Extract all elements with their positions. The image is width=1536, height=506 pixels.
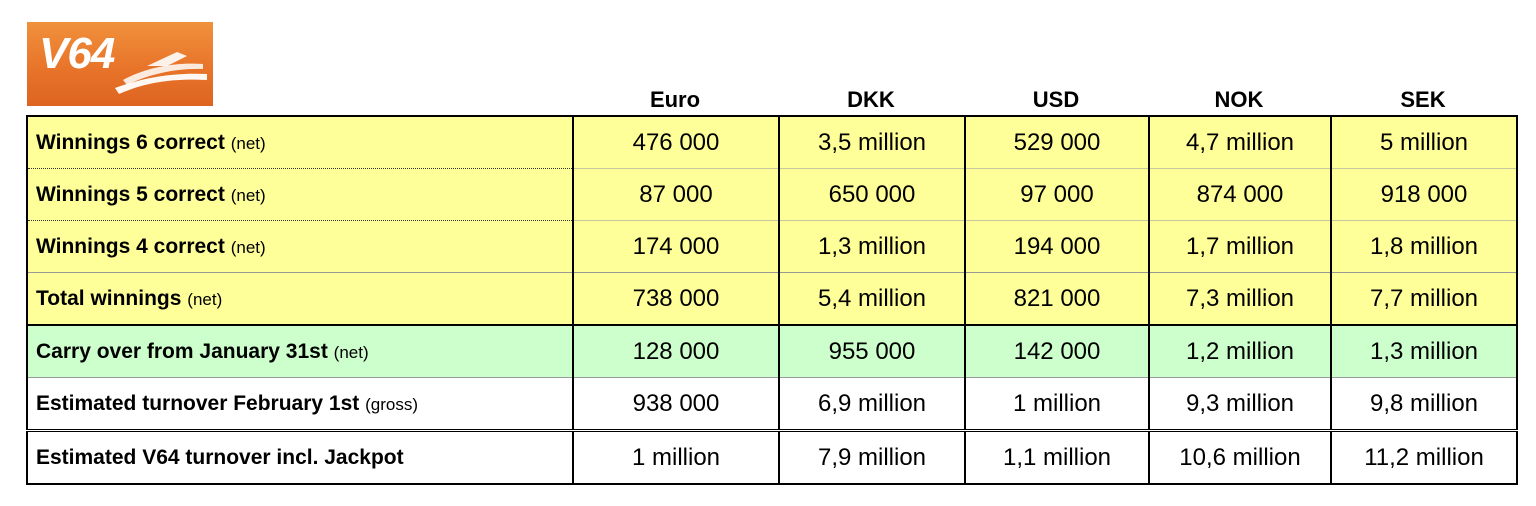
table-cell: 174 000 xyxy=(573,221,779,273)
table-cell: 5,4 million xyxy=(779,273,965,326)
column-header-usd: USD xyxy=(1032,87,1080,112)
table-cell: 1,1 million xyxy=(965,431,1149,485)
column-headers xyxy=(572,85,1516,115)
table-cell: 650 000 xyxy=(779,169,965,221)
table-cell: 1,8 million xyxy=(1331,221,1517,273)
table-row xyxy=(27,273,1517,326)
row-label: Carry over from January 31st (net) xyxy=(27,325,573,378)
table-cell: 738 000 xyxy=(573,273,779,326)
table-cell: 1 million xyxy=(965,378,1149,431)
table-cell: 1,2 million xyxy=(1149,325,1331,378)
table-cell: 1,7 million xyxy=(1149,221,1331,273)
table-cell: 9,3 million xyxy=(1149,378,1331,431)
table-cell: 955 000 xyxy=(779,325,965,378)
winnings-table xyxy=(26,115,1518,485)
table-cell: 11,2 million xyxy=(1331,431,1517,485)
row-label: Winnings 4 correct (net) xyxy=(27,221,573,273)
table-cell: 128 000 xyxy=(573,325,779,378)
table-cell: 194 000 xyxy=(965,221,1149,273)
column-header-sek: SEK xyxy=(1400,87,1446,112)
table-row xyxy=(27,325,1517,378)
table-cell: 1,3 million xyxy=(1331,325,1517,378)
table-cell: 5 million xyxy=(1331,116,1517,169)
table-cell: 142 000 xyxy=(965,325,1149,378)
column-header-dkk: DKK xyxy=(847,87,895,112)
table-cell: 10,6 million xyxy=(1149,431,1331,485)
table-cell: 97 000 xyxy=(965,169,1149,221)
table-cell: 1,3 million xyxy=(779,221,965,273)
table-cell: 7,7 million xyxy=(1331,273,1517,326)
row-label: Winnings 6 correct (net) xyxy=(27,116,573,169)
logo-text: V64 xyxy=(39,29,115,78)
column-header-nok: NOK xyxy=(1214,87,1264,112)
table-row xyxy=(27,116,1517,169)
row-label: Winnings 5 correct (net) xyxy=(27,169,573,221)
row-label: Estimated turnover February 1st (gross) xyxy=(27,378,573,431)
row-label: Estimated V64 turnover incl. Jackpot xyxy=(27,431,573,485)
table-row xyxy=(27,169,1517,221)
v64-logo xyxy=(27,22,213,106)
table-cell: 938 000 xyxy=(573,378,779,431)
table-cell: 529 000 xyxy=(965,116,1149,169)
table-cell: 476 000 xyxy=(573,116,779,169)
table-row xyxy=(27,378,1517,431)
table-cell: 3,5 million xyxy=(779,116,965,169)
table-cell: 7,3 million xyxy=(1149,273,1331,326)
table-cell: 821 000 xyxy=(965,273,1149,326)
column-header-euro: Euro xyxy=(649,87,701,112)
table-cell: 4,7 million xyxy=(1149,116,1331,169)
table-cell: 874 000 xyxy=(1149,169,1331,221)
table-cell: 87 000 xyxy=(573,169,779,221)
table-cell: 9,8 million xyxy=(1331,378,1517,431)
table-cell: 918 000 xyxy=(1331,169,1517,221)
table-row xyxy=(27,431,1517,485)
table-row xyxy=(27,221,1517,273)
table-cell: 6,9 million xyxy=(779,378,965,431)
row-label: Total winnings (net) xyxy=(27,273,573,326)
table-cell: 1 million xyxy=(573,431,779,485)
table-cell: 7,9 million xyxy=(779,431,965,485)
